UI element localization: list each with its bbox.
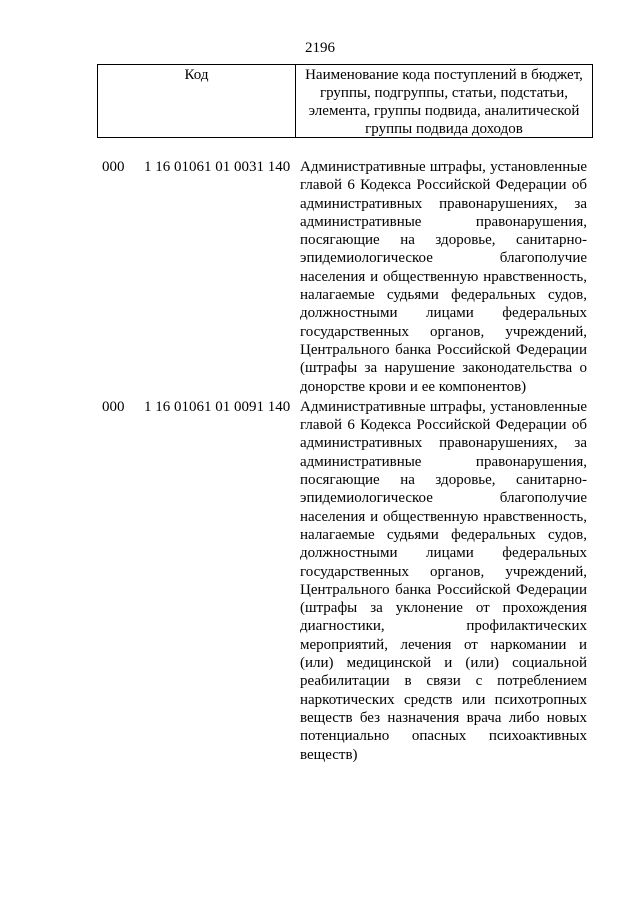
income-description: Административные штрафы, установленные главой 6 Кодекса Российской Федерации об административных правонарушениях, за административные правонарушения, посягающие на здоровье, санитарно-эпидемиологическое благополучие населения и общественную нравственность, налагаемые судьями федеральных судов, должностными лицами федеральных государственных органов, учреждений, Центрального банка Российской Федерации (штрафы за уклонение от прохождения диагностики, профилактических мероприятий, лечения от наркомании и (или) медицинской и (или) социальной реабилитации в связи с потреблением наркотических средств или психотропных веществ без назначения врача либо новых потенциально опасных психоактивных веществ)	[300, 398, 587, 763]
admin-code: 000	[102, 398, 125, 415]
table-row	[0, 398, 640, 764]
admin-code: 000	[102, 159, 125, 175]
income-description: Административные штрафы, установленные главой 6 Кодекса Российской Федерации об административных правонарушениях, за административные правонарушения, посягающие на здоровье, санитарно-эпидемиологическое благополучие населения и общественную нравственность, налагаемые судьями федеральных судов, должностными лицами федеральных государственных органов, учреждений, Центрального банка Российской Федерации (штрафы за нарушение законодательства о донорстве крови и ее компонентов)	[300, 159, 587, 395]
income-code: 1 16 01061 01 0091 140	[144, 398, 291, 415]
income-code: 1 16 01061 01 0031 140	[144, 159, 291, 175]
table-row	[0, 158, 640, 396]
table-header	[97, 64, 593, 138]
table-body	[0, 158, 640, 764]
header-name-column: Наименование кода поступлений в бюджет, группы, подгруппы, статьи, подстатьи, элемента, группы подвида, аналитической группы подвида доходов	[305, 67, 583, 137]
page-number: 2196	[305, 40, 335, 56]
header-code-column: Код	[98, 65, 296, 137]
